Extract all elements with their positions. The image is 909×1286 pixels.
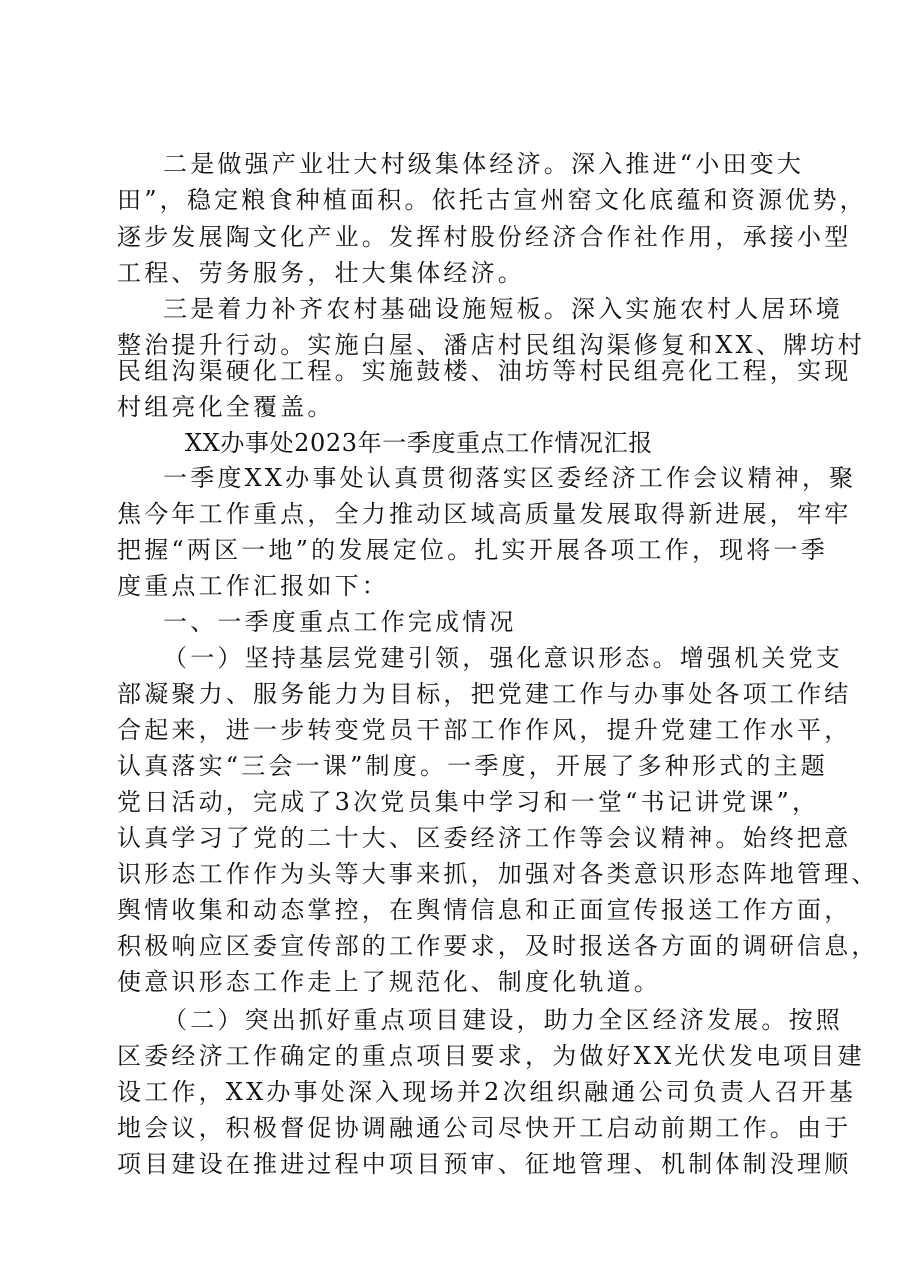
subsection-1-line-1: （一）坚持基层党建引领，强化意识形态。增强机关党支: [163, 644, 843, 672]
intro-line-2: 焦今年工作重点，全力推动区域高质量发展取得新进展，牢牢: [117, 500, 852, 528]
report-title: XX办事处2023年一季度重点工作情况汇报: [185, 429, 653, 457]
paragraph-3-line-2: 整治提升行动。实施白屋、潘店村民组沟渠修复和XX、牌坊村: [117, 331, 865, 359]
paragraph-2-line-3: 逐步发展陶文化产业。发挥村股份经济合作社作用，承接小型: [117, 223, 852, 251]
subsection-2-line-1: （二）突出抓好重点项目建设，助力全区经济发展。按照: [163, 1006, 843, 1034]
subsection-1-line-5: 党日活动，完成了3次党员集中学习和一堂“书记讲党课”，: [117, 788, 820, 816]
subsection-1-line-4: 认真落实“三会一课”制度。一季度，开展了多种形式的主题: [117, 752, 828, 780]
subsection-1-line-8: 舆情收集和动态掌控，在舆情信息和正面宣传报送工作方面，: [117, 896, 852, 924]
paragraph-3-line-1: 三是着力补齐农村基础设施短板。深入实施农村人居环境: [163, 295, 843, 323]
paragraph-2-line-4: 工程、劳务服务，壮大集体经济。: [117, 259, 525, 287]
subsection-1-line-3: 合起来，进一步转变党员干部工作作风，提升党建工作水平，: [117, 716, 852, 744]
subsection-1-line-2: 部凝聚力、服务能力为目标，把党建工作与办事处各项工作结: [117, 680, 852, 708]
intro-line-3: 把握“两区一地”的发展定位。扎实开展各项工作，现将一季: [117, 536, 828, 564]
intro-line-1: 一季度XX办事处认真贯彻落实区委经济工作会议精神，聚: [163, 464, 857, 492]
subsection-2-line-3: 设工作，XX办事处深入现场并2次组织融通公司负责人召开基: [117, 1078, 857, 1106]
paragraph-3-line-3: 民组沟渠硬化工程。实施鼓楼、油坊等村民组亮化工程，实现: [117, 357, 852, 385]
subsection-1-line-6: 认真学习了党的二十大、区委经济工作等会议精神。始终把意: [117, 824, 852, 852]
paragraph-2-line-1: 二是做强产业壮大村级集体经济。深入推进“小田变大: [163, 150, 805, 178]
subsection-2-line-2: 区委经济工作确定的重点项目要求，为做好XX光伏发电项目建: [117, 1042, 865, 1070]
paragraph-3-line-4: 村组亮化全覆盖。: [117, 393, 335, 421]
subsection-1-line-9: 积极响应区委宣传部的工作要求，及时报送各方面的调研信息，: [117, 932, 879, 960]
paragraph-2-line-2: 田”，稳定粮食种植面积。依托古宣州窑文化底蕴和资源优势，: [117, 186, 867, 214]
subsection-1-line-10: 使意识形态工作走上了规范化、制度化轨道。: [117, 968, 661, 996]
subsection-1-line-7: 识形态工作作为头等大事来抓，加强对各类意识形态阵地管理、: [117, 860, 879, 888]
subsection-2-line-4: 地会议，积极督促协调融通公司尽快开工启动前期工作。由于: [117, 1114, 852, 1142]
intro-line-4: 度重点工作汇报如下：: [117, 572, 389, 600]
section-heading-1: 一、一季度重点工作完成情况: [163, 608, 517, 636]
subsection-2-line-5: 项目建设在推进过程中项目预审、征地管理、机制体制没理顺: [117, 1150, 852, 1178]
